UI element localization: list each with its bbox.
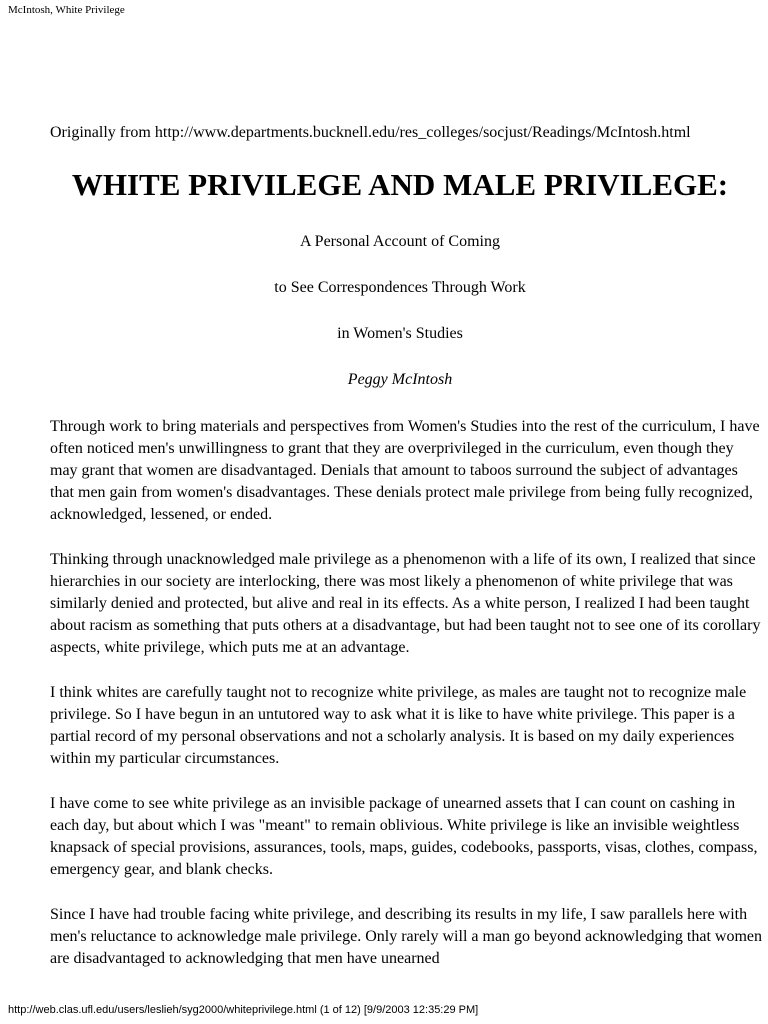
paragraph-4: I have come to see white privilege as an invisible package of unearned assets that I can count on cashing in each day, but about which I was "meant" to remain oblivious. White privilege is like an invisible weightless knapsack of special provisions, assurances, tools, maps, guides, codebooks, passports, visas, clothes, compass, emergency gear, and blank checks.: [50, 795, 758, 878]
body-text: [50, 416, 762, 993]
paragraph-3: I think whites are carefully taught not to recognize white privilege, as males are taught not to recognize male privilege. So I have begun in an untutored way to ask what it is like to have white privilege. This paper is a partial record of my personal observations and not a scholarly analysis. It is based on my daily experiences within my particular circumstances.: [50, 684, 747, 767]
paragraph-2: Thinking through unacknowledged male privilege as a phenomenon with a life of its own, I realized that since hierarchies in our society are interlocking, there was most likely a phenomenon of white privilege that was similarly denied and protected, but alive and real in its effects. As a white person, I realized I had been taught about racism as something that puts others at a disadvantage, but had been taught not to see one of its corollary aspects, white privilege, which puts me at an advantage.: [50, 551, 761, 656]
page-footer: http://web.clas.ufl.edu/users/leslieh/syg2000/whiteprivilege.html (1 of 12) [9/9/2003 12:35:29 PM]: [8, 1004, 479, 1016]
subtitle-line-1: A Personal Account of Coming: [300, 233, 500, 250]
paragraph-5: Since I have had trouble facing white privilege, and describing its results in my life, I saw parallels here with men's reluctance to acknowledge male privilege. Only rarely will a man go beyond acknowledging that women are disadvantaged to acknowledging that men have unearned: [50, 906, 762, 967]
document-title: WHITE PRIVILEGE AND MALE PRIVILEGE:: [71, 167, 729, 202]
running-header: McIntosh, White Privilege: [8, 4, 125, 16]
subtitle-line-2: to See Correspondences Through Work: [274, 279, 526, 296]
author-name: Peggy McIntosh: [347, 371, 453, 388]
paragraph-1: Through work to bring materials and perspectives from Women's Studies into the rest of the curriculum, I have often noticed men's unwillingness to grant that they are overprivileged in the curriculum, even though they may grant that women are disadvantaged. Denials that amount to taboos surround the subject of advantages that men gain from women's disadvantages. These denials protect male privilege from being fully recognized, acknowledged, lessened, or ended.: [50, 418, 760, 523]
source-line: Originally from http://www.departments.bucknell.edu/res_colleges/socjust/Readings/McIntosh.html: [50, 124, 691, 141]
subtitle-line-3: in Women's Studies: [337, 325, 463, 342]
